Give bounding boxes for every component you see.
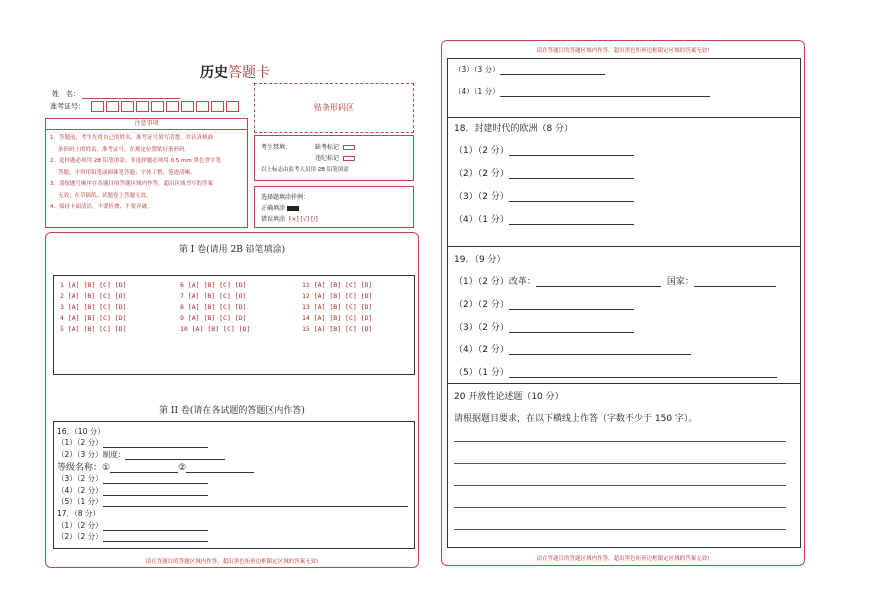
answer-box-19 bbox=[447, 246, 801, 384]
q17-2-label: （2）（2 分） bbox=[57, 532, 103, 541]
sample-wrong-label: 错误填涂 bbox=[261, 216, 286, 223]
essay-line[interactable] bbox=[454, 441, 786, 442]
choice-item[interactable]: 7 [A] [B] [C] [D] bbox=[180, 292, 247, 300]
note-line: 2．选择题必须用 2B 铅笔填涂；非选择题必须用 0.5 mm 黑色签字笔 bbox=[50, 158, 221, 164]
choice-item[interactable]: 2 [A] [B] [C] [D] bbox=[60, 292, 127, 300]
q16-3-label: （3）（2 分） bbox=[57, 474, 103, 483]
filled-mark-icon bbox=[287, 206, 299, 211]
note-line: 1．答题前，考生先将自己的姓名、准考证号填写清楚，并认真核准 bbox=[50, 135, 214, 141]
choice-item[interactable]: 4 [A] [B] [C] [D] bbox=[60, 314, 127, 322]
q19-2-answer[interactable] bbox=[509, 309, 634, 310]
choice-item[interactable]: 1 [A] [B] [C] [D] bbox=[60, 281, 127, 289]
essay-line[interactable] bbox=[454, 485, 786, 486]
q19-3-label: （3）（2 分） bbox=[454, 323, 509, 333]
violation-mark[interactable] bbox=[315, 153, 355, 162]
choice-item[interactable]: 12 [A] [B] [C] [D] bbox=[302, 292, 373, 300]
violation-label: 违纪标记 bbox=[315, 155, 340, 162]
q17-line4 bbox=[454, 86, 710, 97]
q18-3-answer[interactable] bbox=[509, 201, 634, 202]
choice-item[interactable]: 6 [A] [B] [C] [D] bbox=[180, 281, 247, 289]
name-row bbox=[52, 89, 180, 99]
choice-box bbox=[53, 275, 415, 375]
q19-line1 bbox=[454, 274, 776, 287]
sample-correct bbox=[261, 203, 299, 212]
q19-title: 19．（9 分） bbox=[454, 255, 506, 265]
q19-line2 bbox=[454, 297, 634, 310]
exam-no-row bbox=[50, 101, 241, 112]
choice-item[interactable]: 3 [A] [B] [C] [D] bbox=[60, 303, 127, 311]
choice-item[interactable]: 13 [A] [B] [C] [D] bbox=[302, 303, 373, 311]
q16-line4 bbox=[57, 473, 208, 484]
q18-3-label: （3）（2 分） bbox=[454, 192, 509, 202]
q17-4-answer[interactable] bbox=[500, 96, 710, 97]
q18-2-label: （2）（2 分） bbox=[454, 169, 509, 179]
q19-3-answer[interactable] bbox=[509, 332, 634, 333]
note-line: 4．保持卡面清洁，不要折叠、不要弄破。 bbox=[50, 204, 153, 210]
note-line: 答题，不得用铅笔或圆珠笔答题；字体工整、笔迹清晰。 bbox=[58, 169, 196, 176]
answer-box-17-cont bbox=[447, 58, 801, 118]
note-line: 3．请按题号顺序在各题目的答题区域内作答，超出区域书写的答案 bbox=[50, 181, 214, 187]
forbid-note: 以上标志由监考人员用 2B 铅笔填涂 bbox=[261, 167, 349, 173]
q18-4-label: （4）（1 分） bbox=[454, 215, 509, 225]
note-line: 无效；在草稿纸、试题卷上答题无效。 bbox=[58, 192, 152, 199]
note-line: 条形码上的姓名、准考证号，在规定位置贴好条形码。 bbox=[58, 146, 191, 153]
q16-grade-label-1: 等级名称：① bbox=[57, 463, 111, 473]
sample-correct-label: 正确填涂 bbox=[261, 205, 286, 212]
q18-line1 bbox=[454, 143, 634, 156]
q18-1-label: （1）（2 分） bbox=[454, 146, 509, 156]
choice-item[interactable]: 8 [A] [B] [C] [D] bbox=[180, 303, 247, 311]
q18-2-answer[interactable] bbox=[509, 178, 634, 179]
q20-title: 20 开放性论述题（10 分） bbox=[454, 392, 564, 402]
choice-row-4[interactable] bbox=[60, 314, 372, 322]
q16-line6 bbox=[57, 496, 408, 507]
q18-1-answer[interactable] bbox=[509, 155, 634, 156]
q18-line2 bbox=[454, 166, 634, 179]
q17-line2 bbox=[57, 531, 208, 542]
barcode-area bbox=[254, 83, 414, 133]
q16-5-answer[interactable] bbox=[103, 506, 408, 507]
q18-title: 18．封建时代的欧洲（8 分） bbox=[454, 124, 574, 134]
choice-item[interactable]: 5 [A] [B] [C] [D] bbox=[60, 325, 127, 333]
left-main-frame bbox=[45, 232, 419, 568]
essay-line[interactable] bbox=[454, 463, 786, 464]
q16-1-answer[interactable] bbox=[103, 447, 208, 448]
sample-box bbox=[254, 186, 414, 228]
sample-wrong-marks: [×] [√] [/] bbox=[289, 216, 318, 223]
q16-title: 16．（10 分） bbox=[57, 427, 105, 436]
choice-row-1[interactable] bbox=[60, 281, 372, 289]
q16-1-label: （1）（2 分） bbox=[57, 438, 103, 447]
missing-mark[interactable] bbox=[315, 142, 355, 151]
choice-row-3[interactable] bbox=[60, 303, 372, 311]
q19-4-label: （4）（2 分） bbox=[454, 345, 509, 355]
q17-4-label: （4）（1 分） bbox=[454, 87, 500, 96]
q19-4-answer[interactable] bbox=[509, 354, 691, 355]
q16-2-label: （2）（3 分）制度： bbox=[57, 450, 126, 459]
answer-box-20 bbox=[447, 383, 801, 548]
right-header-warning: 请在答题目的答题区域内作答，超出黑色矩形边框限定区域的答案无效! bbox=[536, 48, 710, 54]
q19-country-label: 国家： bbox=[666, 277, 694, 287]
sample-wrong bbox=[261, 214, 318, 223]
q19-line3 bbox=[454, 320, 634, 333]
answer-box-16-17 bbox=[53, 421, 415, 549]
right-sheet bbox=[441, 40, 805, 566]
essay-line[interactable] bbox=[454, 507, 786, 508]
essay-line[interactable] bbox=[454, 529, 786, 530]
notes-list bbox=[46, 130, 247, 217]
choice-item[interactable]: 15 [A] [B] [C] [D] bbox=[302, 325, 373, 333]
q16-line5 bbox=[57, 485, 208, 496]
q19-reform-answer[interactable] bbox=[536, 286, 661, 287]
q20-prompt: 请根据题目要求，在以下横线上作答（字数不少于 150 字）。 bbox=[454, 414, 698, 424]
q19-2-label: （2）（2 分） bbox=[454, 300, 509, 310]
choice-item[interactable]: 14 [A] [B] [C] [D] bbox=[302, 314, 373, 322]
q19-reform-label: （1）（2 分）改革： bbox=[454, 277, 536, 287]
name-label: 姓 名： bbox=[52, 90, 80, 98]
right-footer-warning: 请在答题目的答题区域内作答，超出黑色矩形边框限定区域的答案无效! bbox=[536, 556, 710, 562]
q17-line1 bbox=[57, 520, 208, 531]
q16-line3 bbox=[57, 460, 254, 473]
subject-title: 历史 bbox=[200, 65, 228, 81]
sheet-title bbox=[200, 62, 270, 82]
name-field[interactable] bbox=[82, 98, 180, 99]
notes-box bbox=[45, 118, 248, 228]
left-footer-warning: 请在答题目的答题区域内作答，超出黑色矩形边框限定区域的答案无效! bbox=[145, 559, 319, 565]
q16-4-label: （4）（2 分） bbox=[57, 486, 103, 495]
exam-no-label: 准考证号： bbox=[50, 102, 85, 111]
choice-row-5[interactable] bbox=[60, 325, 372, 333]
q19-5-answer[interactable] bbox=[509, 377, 777, 378]
q17-1-label: （1）（2 分） bbox=[57, 521, 103, 530]
missing-label: 缺考标记 bbox=[315, 144, 340, 151]
q18-4-answer[interactable] bbox=[509, 224, 634, 225]
q19-line4 bbox=[454, 342, 691, 355]
choice-row-2[interactable] bbox=[60, 292, 372, 300]
q18-line4 bbox=[454, 212, 634, 225]
choice-item[interactable]: 11 [A] [B] [C] [D] bbox=[302, 281, 373, 289]
q16-line1 bbox=[57, 437, 208, 448]
q16-5-label: （5）（1 分） bbox=[57, 497, 103, 506]
answer-box-18 bbox=[447, 117, 801, 247]
q18-line3 bbox=[454, 189, 634, 202]
q17-2-answer[interactable] bbox=[103, 541, 208, 542]
q19-5-label: （5）（1 分） bbox=[454, 368, 509, 378]
part1-title: 第 I 卷(请用 2B 铅笔填涂) bbox=[178, 245, 286, 255]
forbid-box bbox=[254, 135, 414, 181]
q17-title: 17．（8 分） bbox=[57, 509, 100, 518]
sample-title: 选择题填涂样例： bbox=[261, 194, 310, 201]
q16-3-answer[interactable] bbox=[103, 483, 208, 484]
q17-3-answer[interactable] bbox=[500, 74, 605, 75]
part2-title: 第 II 卷(请在各试题的答题区内作答) bbox=[159, 406, 305, 416]
q17-line3 bbox=[454, 64, 605, 75]
left-sheet bbox=[0, 0, 430, 616]
q19-country-answer[interactable] bbox=[694, 286, 776, 287]
q16-line2 bbox=[57, 449, 225, 460]
choice-item[interactable]: 10 [A] [B] [C] [D] bbox=[180, 325, 251, 333]
card-title: 答题卡 bbox=[228, 65, 270, 81]
exam-no-boxes[interactable] bbox=[91, 103, 241, 111]
q17-3-label: （3）（3 分） bbox=[454, 65, 500, 74]
notes-header: 注意事项 bbox=[46, 119, 247, 130]
q16-grade-label-2: ② bbox=[178, 463, 187, 473]
barcode-label: 贴条形码区 bbox=[314, 103, 354, 112]
q19-line5 bbox=[454, 365, 777, 378]
choice-item[interactable]: 9 [A] [B] [C] [D] bbox=[180, 314, 247, 322]
forbid-label: 考生禁填： bbox=[261, 144, 292, 151]
